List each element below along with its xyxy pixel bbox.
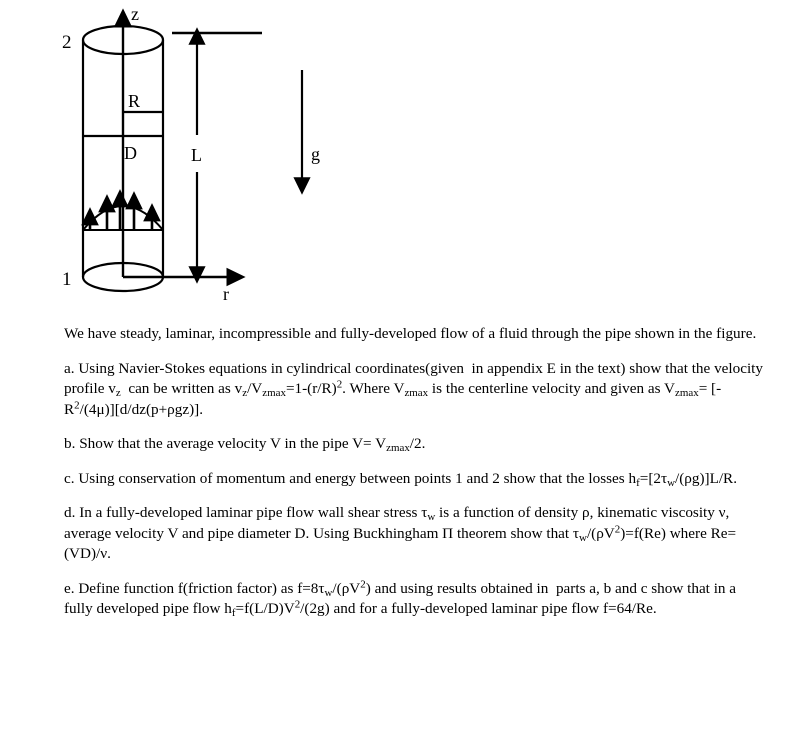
figure-label-r: r (223, 284, 229, 304)
figure-label-g: g (311, 144, 320, 164)
problem-part-d: d. In a fully-developed laminar pipe flow wall shear stress $\tau_w$ is a function of density ρ, kinematic viscosity ν, average velocity V and pipe diameter D. Using Buckhingham Π theorem show that $\tau_w/(\rho V^2)=f(Re)$ where Re=(VD)/ν. (64, 504, 737, 562)
problem-intro-paragraph: We have steady, laminar, incompressible and fully-developed flow of a fluid through the pipe shown in the figure. (64, 325, 757, 342)
figure-label-D: D (124, 143, 137, 163)
problem-part-e: e. Define function f(friction factor) as $f=8\tau_w/(\rho V^2)$ and using results obtained in parts a, b and c show that in a fully developed pipe flow $h_f=f(L/D)V^2/(2g)$ and for a fully-developed laminar pipe flow f=64/Re. (64, 577, 737, 620)
problem-part-c: c. Using conservation of momentum and energy between points 1 and 2 show that the losses $h_f=[2\tau_w/(\rho g)]L/R$. (64, 469, 737, 489)
figure-label-z: z (131, 4, 139, 24)
pipe-flow-figure (0, 0, 787, 315)
figure-label-R: R (128, 91, 141, 111)
problem-part-b: b. Show that the average velocity V in the pipe $V= V_{zmax}/2$. (64, 435, 426, 455)
figure-label-station-1: 1 (62, 269, 72, 290)
figure-label-station-2: 2 (62, 32, 72, 53)
pipe-flow-svg (0, 0, 787, 315)
problem-statement (64, 324, 764, 620)
figure-label-L: L (191, 145, 202, 165)
problem-part-a: a. Using Navier-Stokes equations in cylindrical coordinates(given in appendix E in the text) show that the velocity profile $v_z$ can be written as $v_z/V_{zmax}=1-(r/R)^2$. Where $V_{zmax}$ is the centerline velocity and given as $V_{zmax}= [-R^2/(4\mu)][d/dz(p+\rho gz)]$. (64, 359, 763, 418)
